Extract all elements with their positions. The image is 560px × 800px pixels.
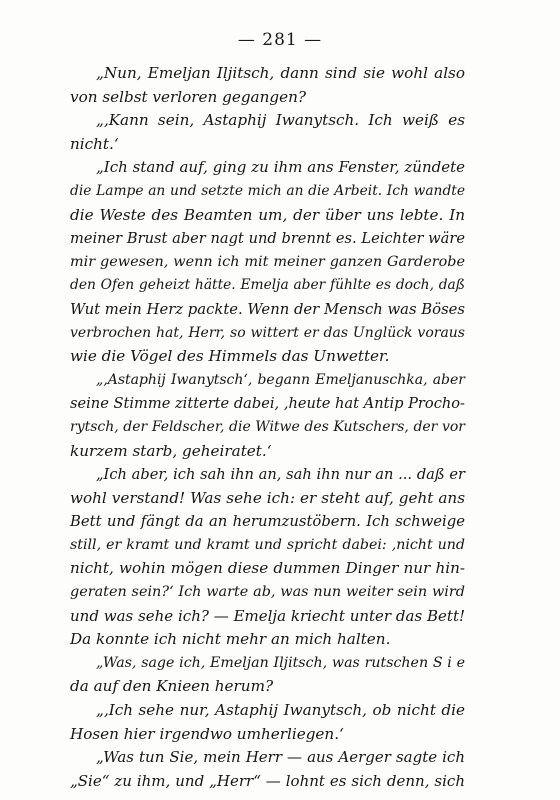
text-line: nicht.‘ (70, 134, 119, 153)
text-line: geraten sein?‘ Ich warte ab, was nun weiter sein wird (70, 584, 465, 601)
text-line: nicht, wohin mögen diese dummen Dinger nur hin- (70, 559, 465, 578)
text-line: „Was, sage ich, Emeljan Iljitsch, was rutschen S i e (96, 654, 465, 671)
text-line: rytsch, der Feldscher, die Witwe des Kutschers, der vor (70, 418, 465, 435)
text-line: da auf den Knieen herum? (70, 677, 274, 696)
text-line: „Sie“ zu ihm, und „Herr“ — lohnt es sich denn, sich (70, 771, 465, 790)
text-line: den Ofen geheizt hätte. Emelja aber fühlte es doch, daß (70, 277, 465, 294)
text-line: „Was tun Sie, mein Herr — aus Aerger sagte ich (96, 748, 465, 767)
page-number: — 281 — (237, 30, 323, 50)
text-line: Da konnte ich nicht mehr an mich halten. (70, 630, 391, 649)
text-line: wie die Vögel des Himmels das Unwetter. (70, 347, 390, 366)
text-line: verbrochen hat, Herr, so wittert er das Unglück voraus (70, 324, 465, 341)
text-line: „‚Kann sein, Astaphij Iwanytsch. Ich weiß es (96, 111, 465, 130)
text-line: die Lampe an und setzte mich an die Arbeit. Ich wandte (70, 182, 465, 199)
text-line: die Weste des Beamten um, der über uns lebte. In (70, 205, 465, 224)
text-line: Wut mein Herz packte. Wenn der Mensch was Böses (70, 300, 466, 318)
text-line: „‚Astaphij Iwanytsch‘, begann Emeljanuschka, aber (96, 371, 465, 388)
body-text (70, 62, 465, 793)
text-line: und was sehe ich? — Emelja kriecht unter das Bett! (70, 606, 465, 625)
text-line: wohl verstand! Was sehe ich: er steht auf, geht ans (70, 488, 465, 507)
text-line: „Ich stand auf, ging zu ihm ans Fenster, zündete (96, 158, 465, 177)
text-line: still, er kramt und kramt und spricht dabei: ‚nicht und (70, 536, 465, 553)
text-line: „‚Ich sehe nur, Astaphij Iwanytsch, ob nicht die (96, 701, 465, 720)
text-line: Hosen hier irgendwo umherliegen.‘ (70, 724, 344, 743)
text-line: „Ich aber, ich sah ihn an, sah ihn nur an ... daß er (96, 466, 465, 484)
text-line: seine Stimme zitterte dabei, ‚heute hat Antip Procho- (70, 395, 465, 413)
text-line: von selbst verloren gegangen? (70, 87, 307, 106)
text-line: Bett und fängt da an herumzustöbern. Ich schweige (70, 513, 465, 531)
text-line: meiner Brust aber nagt und brennt es. Leichter wäre (70, 230, 465, 248)
text-line: „Nun, Emeljan Iljitsch, dann sind sie wohl also (96, 64, 465, 82)
text-line: kurzem starb, geheiratet.‘ (70, 441, 272, 460)
text-line: mir gewesen, wenn ich mit meiner ganzen Garderobe (70, 253, 465, 270)
